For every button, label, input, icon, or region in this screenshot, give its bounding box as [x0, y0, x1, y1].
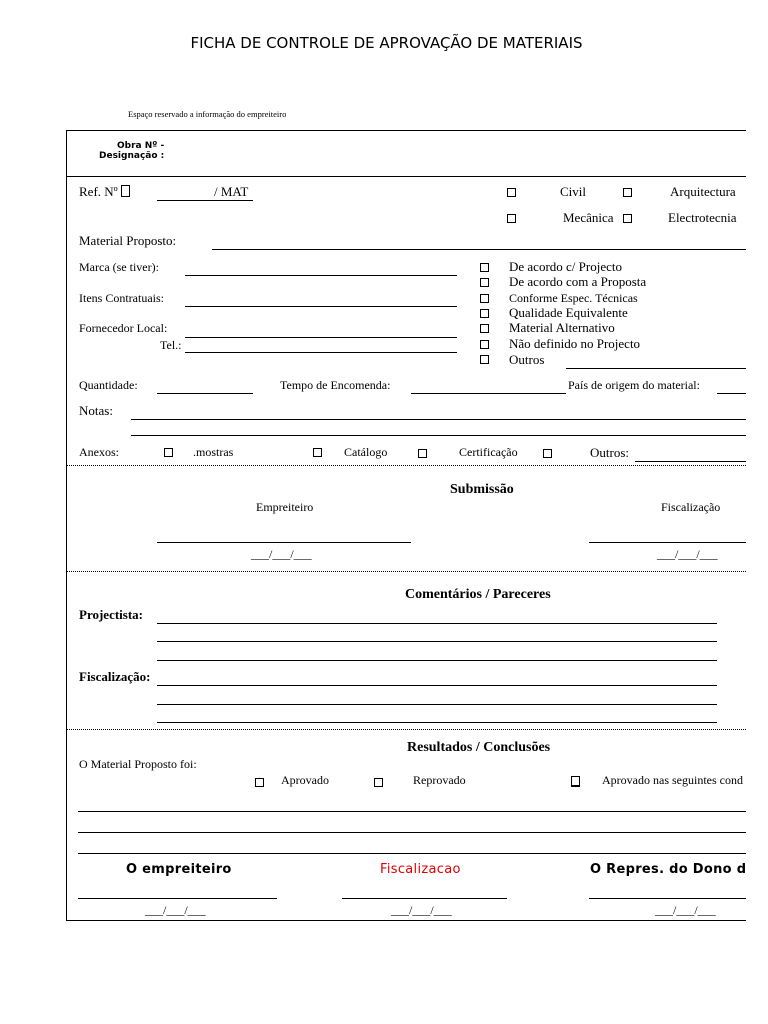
conf-label-3: Conforme Espec. Técnicas [509, 291, 638, 305]
aprovado-condicoes-label: Aprovado nas seguintes cond [602, 773, 743, 787]
conf-checkbox-1[interactable] [480, 263, 489, 272]
mecanica-checkbox[interactable] [507, 214, 516, 223]
conf-label-6: Não definido no Projecto [509, 336, 641, 351]
outros-anexo-label: Outros: [590, 445, 629, 460]
conf-label-2: De acordo com a Proposta [509, 274, 647, 289]
material-proposto-label: Material Proposto: [79, 233, 177, 248]
marca-label: Marca (se tiver): [79, 260, 159, 274]
pais-line[interactable] [717, 393, 746, 394]
conf-checkbox-3[interactable] [480, 294, 489, 303]
conf-label-5: Material Alternativo [509, 320, 615, 335]
conf-checkbox-7[interactable] [480, 355, 489, 364]
designacao-label: Designação : [99, 151, 165, 161]
mecanica-label: Mecânica [563, 210, 614, 225]
conf-checkbox-5[interactable] [480, 324, 489, 333]
page-title: FICHA DE CONTROLE DE APROVAÇÃO DE MATERIAIS [190, 34, 583, 52]
notas-label: Notas: [79, 403, 113, 418]
obra-label: Obra Nº - [117, 141, 165, 151]
quantidade-label: Quantidade: [79, 378, 138, 392]
obra-divider [66, 176, 746, 177]
projectista-line-2[interactable] [157, 641, 717, 642]
sign-empreiteiro-label: O empreiteiro [126, 862, 232, 877]
aprovado-label: Aprovado [281, 773, 329, 787]
civil-label: Civil [560, 184, 587, 199]
resultados-line-2[interactable] [78, 832, 746, 833]
ref-line[interactable] [157, 200, 253, 201]
tel-line[interactable] [185, 352, 457, 353]
sign-dono-line[interactable] [589, 898, 746, 899]
conf-label-1: De acordo c/ Projecto [509, 259, 622, 274]
sign-empreiteiro-line[interactable] [78, 898, 277, 899]
amostras-checkbox[interactable] [164, 448, 173, 457]
projectista-label: Projectista: [79, 607, 144, 622]
resultados-line-1[interactable] [78, 811, 746, 812]
section-divider-1 [66, 465, 746, 466]
certificacao-checkbox[interactable] [418, 449, 427, 458]
tempo-line[interactable] [411, 393, 566, 394]
sign-empreiteiro-date[interactable]: ___/___/___ [145, 903, 206, 917]
submissao-empreiteiro-sign-line[interactable] [157, 542, 411, 543]
submissao-empreiteiro-date[interactable]: ___/___/___ [251, 547, 312, 561]
submissao-title: Submissão [450, 482, 514, 497]
certificacao-label: Certificação [459, 445, 518, 459]
itens-line[interactable] [185, 306, 457, 307]
fornecedor-label: Fornecedor Local: [79, 321, 168, 335]
sign-dono-label: O Repres. do Dono d [590, 862, 747, 877]
aprovado-checkbox[interactable] [255, 778, 264, 787]
sign-fiscalizacao-label: Fiscalizacao [380, 862, 461, 877]
conf-checkbox-4[interactable] [480, 309, 489, 318]
quantidade-line[interactable] [157, 393, 253, 394]
itens-label: Itens Contratuais: [79, 291, 164, 305]
pais-label: País de origem do material: [568, 378, 700, 392]
catalogo-checkbox[interactable] [313, 448, 322, 457]
ref-label: Ref. Nº [79, 184, 130, 200]
header-note: Espaço reservado a informação do empreiteiro [128, 109, 287, 119]
frame-bottom [66, 920, 746, 921]
conf-checkbox-6[interactable] [480, 340, 489, 349]
fornecedor-line[interactable] [185, 337, 457, 338]
reprovado-label: Reprovado [413, 773, 466, 787]
projectista-line-1[interactable] [157, 623, 717, 624]
aprovado-condicoes-checkbox[interactable] [571, 776, 580, 787]
section-divider-2 [66, 571, 746, 572]
conf-label-4: Qualidade Equivalente [509, 305, 628, 320]
submissao-empreiteiro-label: Empreiteiro [256, 500, 314, 514]
electrotecnia-label: Electrotecnia [668, 210, 737, 225]
reprovado-checkbox[interactable] [374, 778, 383, 787]
outros-anexo-line[interactable] [635, 461, 746, 462]
submissao-fiscalizacao-label: Fiscalização [661, 500, 721, 514]
comentarios-title: Comentários / Pareceres [405, 587, 551, 602]
civil-checkbox[interactable] [507, 188, 516, 197]
section-divider-3 [66, 729, 746, 730]
material-proposto-line[interactable] [212, 249, 746, 250]
outros-anexo-checkbox[interactable] [543, 449, 552, 458]
arquitectura-label: Arquitectura [670, 184, 736, 199]
amostras-label: .mostras [193, 445, 234, 459]
fiscalizacao-line-3[interactable] [157, 722, 717, 723]
electrotecnia-checkbox[interactable] [623, 214, 632, 223]
submissao-fiscalizacao-date[interactable]: ___/___/___ [657, 547, 718, 561]
catalogo-label: Catálogo [344, 445, 388, 459]
tel-label: Tel.: [160, 338, 182, 352]
frame-left [66, 130, 67, 921]
conf-label-7: Outros [509, 352, 545, 367]
resultados-intro: O Material Proposto foi: [79, 757, 197, 771]
conf-checkbox-2[interactable] [480, 278, 489, 287]
notas-line-1[interactable] [131, 419, 746, 420]
fiscalizacao-line-2[interactable] [157, 704, 717, 705]
resultados-line-3[interactable] [78, 853, 746, 854]
sign-fiscalizacao-line[interactable] [342, 898, 507, 899]
ref-mat: / MAT [214, 184, 249, 199]
fiscalizacao-line-1[interactable] [157, 685, 717, 686]
comentarios-fiscalizacao-label: Fiscalização: [79, 669, 151, 684]
tempo-label: Tempo de Encomenda: [280, 378, 391, 392]
submissao-fiscalizacao-sign-line[interactable] [589, 542, 746, 543]
sign-fiscalizacao-date[interactable]: ___/___/___ [391, 903, 452, 917]
marca-line[interactable] [185, 275, 457, 276]
anexos-label: Anexos: [79, 445, 119, 459]
projectista-line-3[interactable] [157, 660, 717, 661]
frame-top [66, 130, 746, 131]
arquitectura-checkbox[interactable] [623, 188, 632, 197]
resultados-title: Resultados / Conclusões [407, 740, 551, 755]
outros-line[interactable] [566, 368, 746, 369]
sign-dono-date[interactable]: ___/___/___ [655, 903, 716, 917]
notas-line-2[interactable] [131, 435, 746, 436]
